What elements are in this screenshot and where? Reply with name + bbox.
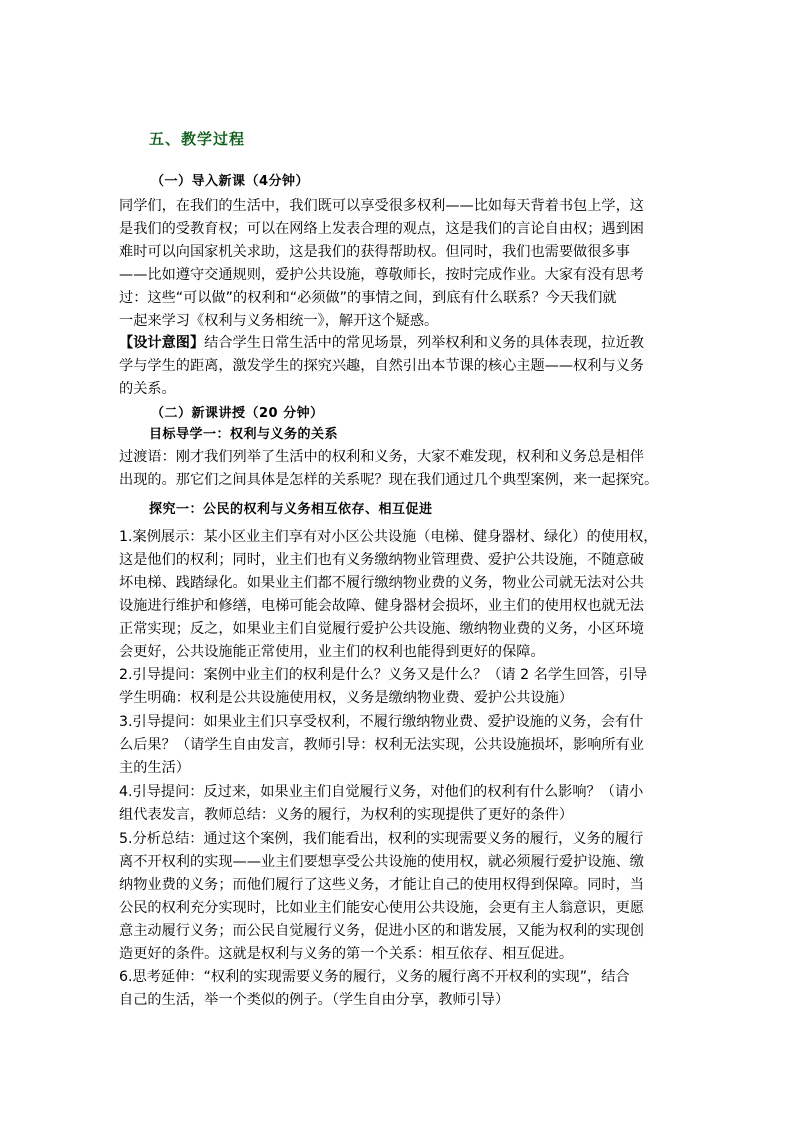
text-line: 意主动履行义务；而公民自觉履行义务，促进小区的和谐发展，又能为权利的实现创 [119,923,644,939]
item-1 [119,526,689,664]
text-line: 难时可以向国家机关求助，这是我们的获得帮助权。但同时，我们也需要做很多事 [119,244,630,260]
text-line: 坏电梯、践踏绿化。如果业主们都不履行缴纳物业费的义务，物业公司就无法对公共 [119,575,644,591]
text-line: 的关系。 [119,381,176,397]
item-2 [119,664,689,710]
item-3 [119,711,689,780]
text-line: 学生明确：权利是公共设施使用权，义务是缴纳物业费、爱护公共设施） [119,690,574,706]
text-line: 设施进行维护和修缮，电梯可能会故障、健身器材会损坏，业主们的使用权也就无法 [119,598,644,614]
text-line: 过：这些“可以做”的权利和“必须做”的事情之间，到底有什么联系？今天我们就 [119,290,617,306]
design-intent-text: 结合学生日常生活中的常见场景，列举权利和义务的具体表现，拉近教 [204,335,644,351]
transition-paragraph [119,446,689,492]
text-line: 5.分析总结：通过这个案例，我们能看出，权利的实现需要义务的履行，义务的履行 [119,831,644,847]
text-line: 过渡语：刚才我们列举了生活中的权利和义务，大家不难发现，权利和义务总是相伴 [119,449,644,465]
text-line: 2.引导提问：案例中业主们的权利是什么？义务又是什么？（请 2 名学生回答，引导 [119,667,648,683]
text-line: 一起来学习《权利与义务相统一》，解开这个疑惑。 [119,313,439,329]
item-5 [119,828,689,966]
text-line: 3.引导提问：如果业主们只享受权利，不履行缴纳物业费、爱护设施的义务，会有什 [119,714,644,730]
text-line: 1.案例展示：某小区业主们享有对小区公共设施（电梯、健身器材、绿化）的使用权， [119,529,658,545]
text-line: 4.引导提问：反过来，如果业主们自觉履行义务，对他们的权利有什么影响？（请小 [119,784,644,800]
text-line: 同学们，在我们的生活中，我们既可以享受很多权利——比如每天背着书包上学，这 [119,198,644,214]
text-line: 造更好的条件。这就是权利与义务的第一个关系：相互依存、相互促进。 [119,946,574,962]
text-line: 主的生活） [119,760,190,776]
item-4 [119,781,689,827]
inquiry-heading: 探究一：公民的权利与义务相互依存、相互促进 [149,502,433,517]
intro-paragraph [119,195,689,333]
goal-heading: 目标导学一：权利与义务的关系 [149,427,339,442]
text-line: 纳物业费的义务；而他们履行了这些义务，才能让自己的使用权得到保障。同时，当 [119,877,644,893]
text-line: 是我们的受教育权；可以在网络上发表合理的观点，这是我们的言论自由权；遇到困 [119,221,644,237]
text-line: 出现的。那它们之间具体是怎样的关系呢？现在我们通过几个典型案例，来一起探究。 [119,472,659,488]
text-line: 正常实现；反之，如果业主们自觉履行爱护公共设施、缴纳物业费的义务，小区环境 [119,621,644,637]
section-title: 五、教学过程 [149,130,246,148]
part1-heading: （一）导入新课（4分钟） [151,174,310,189]
text-line: 公民的权利充分实现时，比如业主们能安心使用公共设施，会更有主人翁意识，更愿 [119,900,644,916]
item-6 [119,966,689,1012]
text-line: 离不开权利的实现——业主们要想享受公共设施的使用权，就必须履行爱护设施、缴 [119,854,644,870]
text-line: 会更好，公共设施能正常使用，业主们的权利也能得到更好的保障。 [119,644,545,660]
design-intent-label: 【设计意图】 [119,335,205,351]
text-line: 这是他们的权利；同时，业主们也有义务缴纳物业管理费、爱护公共设施，不随意破 [119,552,644,568]
text-line [119,332,689,355]
text-line: 自己的生活，举一个类似的例子。（学生自由分享，教师引导） [119,992,510,1008]
text-line: 么后果？（请学生自由发言，教师引导：权利无法实现，公共设施损坏，影响所有业 [119,737,644,753]
design-intent-paragraph [119,332,689,401]
text-line: 学与学生的距离，激发学生的探究兴趣，自然引出本节课的核心主题——权利与义务 [119,358,644,374]
text-line: 组代表发言，教师总结：义务的履行，为权利的实现提供了更好的条件） [119,807,574,823]
part2-heading: （二）新课讲授（20 分钟） [151,406,324,421]
text-line: ——比如遵守交通规则，爱护公共设施，尊敬师长，按时完成作业。大家有没有思考 [119,267,644,283]
text-line: 6.思考延伸：“权利的实现需要义务的履行，义务的履行离不开权利的实现”，结合 [119,969,630,985]
